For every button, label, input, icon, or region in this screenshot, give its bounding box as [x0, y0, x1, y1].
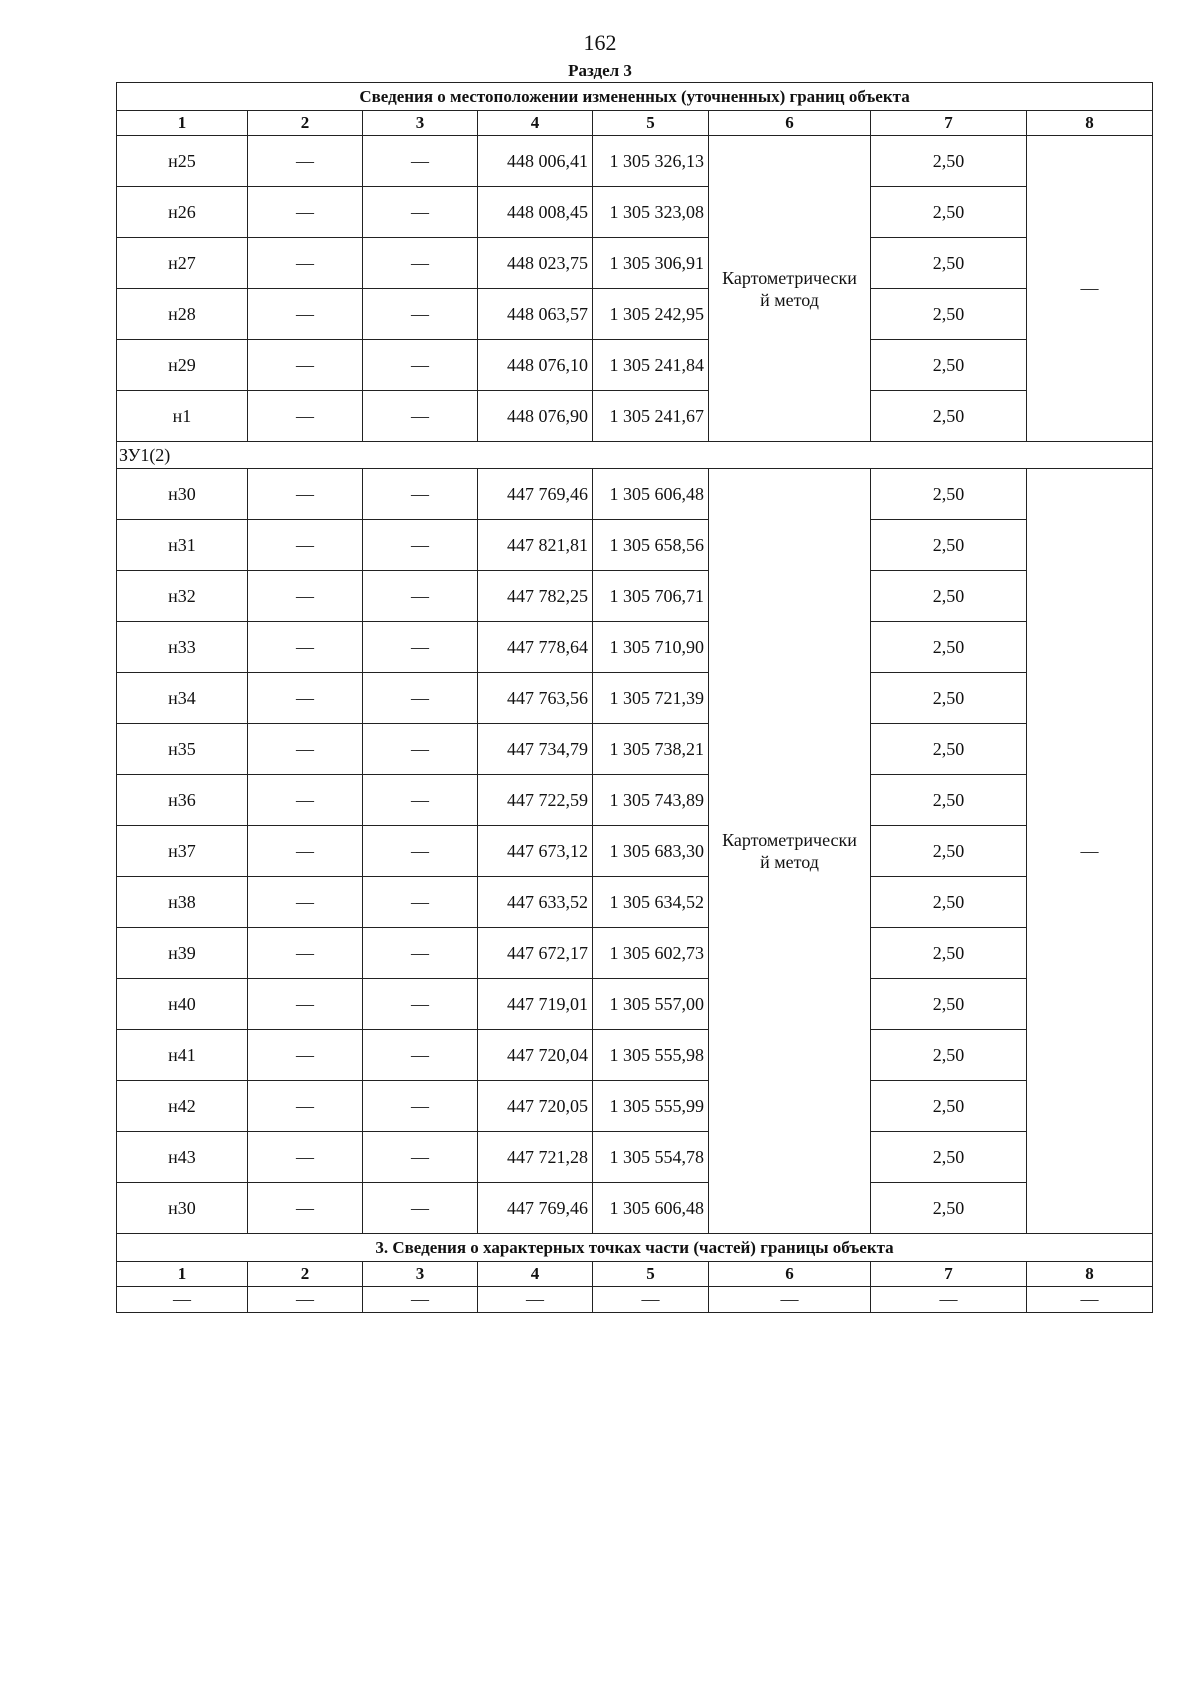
col2-value: —	[248, 724, 363, 775]
accuracy-value: 2,50	[871, 520, 1027, 571]
table-row	[117, 673, 1153, 724]
col2-value: —	[248, 136, 363, 187]
x-coordinate: 447 720,04	[478, 1030, 593, 1081]
accuracy-value: 2,50	[871, 469, 1027, 520]
col3-value: —	[363, 724, 478, 775]
column-number-row	[117, 111, 1153, 136]
table-row	[117, 391, 1153, 442]
method-line-2: й метод	[760, 289, 819, 310]
y-coordinate: 1 305 606,48	[593, 469, 709, 520]
x-coordinate: 448 063,57	[478, 289, 593, 340]
col2-value: —	[248, 979, 363, 1030]
table-row	[117, 724, 1153, 775]
empty-cell: —	[117, 1287, 248, 1313]
x-coordinate: 448 076,90	[478, 391, 593, 442]
table-row	[117, 289, 1153, 340]
page-number: 162	[583, 30, 617, 55]
col2-value: —	[248, 1030, 363, 1081]
table-row	[117, 1132, 1153, 1183]
y-coordinate: 1 305 634,52	[593, 877, 709, 928]
table-row	[117, 340, 1153, 391]
col3-value: —	[363, 673, 478, 724]
column-number: 1	[117, 1262, 248, 1287]
method-line-2: й метод	[760, 852, 819, 872]
y-coordinate: 1 305 554,78	[593, 1132, 709, 1183]
accuracy-value: 2,50	[871, 724, 1027, 775]
y-coordinate: 1 305 602,73	[593, 928, 709, 979]
column-number: 4	[478, 111, 593, 136]
table-row	[117, 979, 1153, 1030]
x-coordinate: 448 006,41	[478, 136, 593, 187]
accuracy-value: 2,50	[871, 1132, 1027, 1183]
y-coordinate: 1 305 323,08	[593, 187, 709, 238]
y-coordinate: 1 305 721,39	[593, 673, 709, 724]
col3-value: —	[363, 391, 478, 442]
table-row	[117, 826, 1153, 877]
x-coordinate: 447 722,59	[478, 775, 593, 826]
x-coordinate: 448 076,10	[478, 340, 593, 391]
x-coordinate: 447 719,01	[478, 979, 593, 1030]
y-coordinate: 1 305 555,98	[593, 1030, 709, 1081]
table-body	[117, 83, 1153, 1313]
y-coordinate: 1 305 241,67	[593, 391, 709, 442]
section-title: Раздел 3	[568, 61, 632, 80]
accuracy-value: 2,50	[871, 622, 1027, 673]
subsection-title: 3. Сведения о характерных точках части (частей) границы объекта	[117, 1234, 1153, 1262]
table-row	[117, 928, 1153, 979]
group-label: ЗУ1(2)	[117, 442, 1153, 469]
point-name: н43	[117, 1132, 248, 1183]
column-number: 7	[871, 111, 1027, 136]
x-coordinate: 447 821,81	[478, 520, 593, 571]
column-number: 5	[593, 1262, 709, 1287]
col2-value: —	[248, 775, 363, 826]
col3-value: —	[363, 775, 478, 826]
x-coordinate: 447 720,05	[478, 1081, 593, 1132]
column-number: 3	[363, 111, 478, 136]
col2-value: —	[248, 877, 363, 928]
table-row	[117, 136, 1153, 187]
col3-value: —	[363, 238, 478, 289]
y-coordinate: 1 305 743,89	[593, 775, 709, 826]
column-number: 2	[248, 111, 363, 136]
table-title-row	[117, 83, 1153, 111]
empty-cell: —	[478, 1287, 593, 1313]
x-coordinate: 447 734,79	[478, 724, 593, 775]
col2-value: —	[248, 622, 363, 673]
col8-value: —	[1027, 136, 1153, 442]
table-row	[117, 622, 1153, 673]
point-name: н36	[117, 775, 248, 826]
x-coordinate: 447 672,17	[478, 928, 593, 979]
col2-value: —	[248, 1183, 363, 1234]
column-number: 5	[593, 111, 709, 136]
point-name: н30	[117, 469, 248, 520]
empty-cell: —	[1027, 1287, 1153, 1313]
col2-value: —	[248, 1081, 363, 1132]
accuracy-value: 2,50	[871, 136, 1027, 187]
point-name: н30	[117, 1183, 248, 1234]
table-row	[117, 238, 1153, 289]
method-line-1: Картометрически	[722, 830, 857, 850]
col8-value: —	[1027, 469, 1153, 1234]
empty-cell: —	[248, 1287, 363, 1313]
col3-value: —	[363, 979, 478, 1030]
col2-value: —	[248, 520, 363, 571]
column-number: 8	[1027, 1262, 1153, 1287]
point-name: н32	[117, 571, 248, 622]
y-coordinate: 1 305 241,84	[593, 340, 709, 391]
col3-value: —	[363, 1183, 478, 1234]
x-coordinate: 448 023,75	[478, 238, 593, 289]
col2-value: —	[248, 673, 363, 724]
col3-value: —	[363, 622, 478, 673]
col3-value: —	[363, 928, 478, 979]
col3-value: —	[363, 187, 478, 238]
col2-value: —	[248, 187, 363, 238]
y-coordinate: 1 305 683,30	[593, 826, 709, 877]
table-row	[117, 1183, 1153, 1234]
column-number: 8	[1027, 111, 1153, 136]
y-coordinate: 1 305 706,71	[593, 571, 709, 622]
accuracy-value: 2,50	[871, 673, 1027, 724]
accuracy-value: 2,50	[871, 289, 1027, 340]
column-number-row	[117, 1262, 1153, 1287]
col2-value: —	[248, 469, 363, 520]
method-cell	[709, 136, 871, 442]
col3-value: —	[363, 1030, 478, 1081]
x-coordinate: 447 778,64	[478, 622, 593, 673]
point-name: н40	[117, 979, 248, 1030]
y-coordinate: 1 305 555,99	[593, 1081, 709, 1132]
table-row	[117, 520, 1153, 571]
x-coordinate: 447 633,52	[478, 877, 593, 928]
col3-value: —	[363, 289, 478, 340]
col3-value: —	[363, 340, 478, 391]
y-coordinate: 1 305 557,00	[593, 979, 709, 1030]
accuracy-value: 2,50	[871, 928, 1027, 979]
col2-value: —	[248, 826, 363, 877]
table-row	[117, 775, 1153, 826]
point-name: н25	[117, 136, 248, 187]
x-coordinate: 447 782,25	[478, 571, 593, 622]
subsection-empty-row	[117, 1287, 1153, 1313]
table-row	[117, 877, 1153, 928]
col3-value: —	[363, 877, 478, 928]
column-number: 4	[478, 1262, 593, 1287]
accuracy-value: 2,50	[871, 187, 1027, 238]
accuracy-value: 2,50	[871, 340, 1027, 391]
point-name: н34	[117, 673, 248, 724]
col2-value: —	[248, 571, 363, 622]
x-coordinate: 447 769,46	[478, 1183, 593, 1234]
col2-value: —	[248, 391, 363, 442]
point-name: н42	[117, 1081, 248, 1132]
y-coordinate: 1 305 710,90	[593, 622, 709, 673]
x-coordinate: 447 769,46	[478, 469, 593, 520]
empty-cell: —	[593, 1287, 709, 1313]
accuracy-value: 2,50	[871, 826, 1027, 877]
accuracy-value: 2,50	[871, 238, 1027, 289]
x-coordinate: 447 673,12	[478, 826, 593, 877]
accuracy-value: 2,50	[871, 571, 1027, 622]
empty-cell: —	[363, 1287, 478, 1313]
table-row	[117, 187, 1153, 238]
x-coordinate: 448 008,45	[478, 187, 593, 238]
coordinates-table	[116, 82, 1153, 1313]
col2-value: —	[248, 340, 363, 391]
col3-value: —	[363, 1081, 478, 1132]
y-coordinate: 1 305 738,21	[593, 724, 709, 775]
point-name: н28	[117, 289, 248, 340]
accuracy-value: 2,50	[871, 877, 1027, 928]
col2-value: —	[248, 289, 363, 340]
column-number: 6	[709, 1262, 871, 1287]
x-coordinate: 447 763,56	[478, 673, 593, 724]
point-name: н38	[117, 877, 248, 928]
table-title: Сведения о местоположении измененных (уточненных) границ объекта	[117, 83, 1153, 111]
point-name: н26	[117, 187, 248, 238]
accuracy-value: 2,50	[871, 1030, 1027, 1081]
column-number: 3	[363, 1262, 478, 1287]
y-coordinate: 1 305 306,91	[593, 238, 709, 289]
column-number: 6	[709, 111, 871, 136]
accuracy-value: 2,50	[871, 391, 1027, 442]
col3-value: —	[363, 826, 478, 877]
point-name: н31	[117, 520, 248, 571]
empty-cell: —	[709, 1287, 871, 1313]
column-number: 1	[117, 111, 248, 136]
col3-value: —	[363, 136, 478, 187]
table-row	[117, 1030, 1153, 1081]
col3-value: —	[363, 520, 478, 571]
point-name: н37	[117, 826, 248, 877]
col3-value: —	[363, 571, 478, 622]
col2-value: —	[248, 928, 363, 979]
empty-cell: —	[871, 1287, 1027, 1313]
column-number: 7	[871, 1262, 1027, 1287]
y-coordinate: 1 305 658,56	[593, 520, 709, 571]
col2-value: —	[248, 1132, 363, 1183]
point-name: н27	[117, 238, 248, 289]
y-coordinate: 1 305 326,13	[593, 136, 709, 187]
point-name: н33	[117, 622, 248, 673]
col2-value: —	[248, 238, 363, 289]
y-coordinate: 1 305 242,95	[593, 289, 709, 340]
table-row	[117, 1081, 1153, 1132]
subsection-title-row	[117, 1234, 1153, 1262]
method-cell	[709, 469, 871, 1234]
col3-value: —	[363, 469, 478, 520]
table-row	[117, 571, 1153, 622]
accuracy-value: 2,50	[871, 1081, 1027, 1132]
x-coordinate: 447 721,28	[478, 1132, 593, 1183]
point-name: н29	[117, 340, 248, 391]
point-name: н41	[117, 1030, 248, 1081]
point-name: н1	[117, 391, 248, 442]
accuracy-value: 2,50	[871, 775, 1027, 826]
point-name: н35	[117, 724, 248, 775]
method-line-1: Картометрически	[722, 267, 857, 288]
accuracy-value: 2,50	[871, 979, 1027, 1030]
column-number: 2	[248, 1262, 363, 1287]
group-row	[117, 442, 1153, 469]
point-name: н39	[117, 928, 248, 979]
accuracy-value: 2,50	[871, 1183, 1027, 1234]
table-row	[117, 469, 1153, 520]
y-coordinate: 1 305 606,48	[593, 1183, 709, 1234]
col3-value: —	[363, 1132, 478, 1183]
